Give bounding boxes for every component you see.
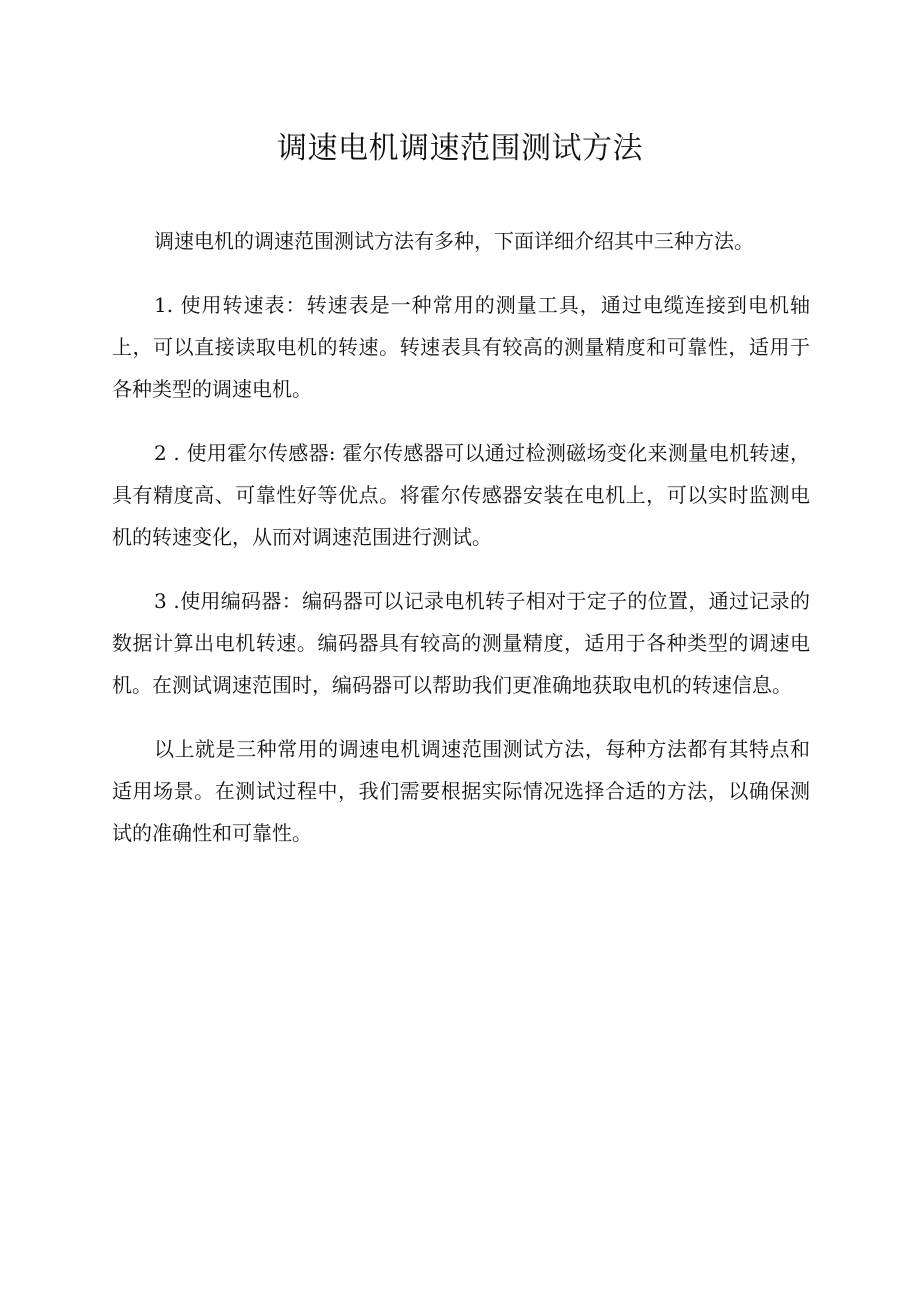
document-body [112, 220, 810, 876]
document-title: 调速电机调速范围测试方法 [277, 131, 643, 166]
method-2-paragraph: 2 . 使用霍尔传感器: 霍尔传感器可以通过检测磁场变化来测量电机转速，具有精度高、可靠性好等优点。将霍尔传感器安装在电机上，可以实时监测电机的转速变化，从而对调速范围进行测试。 [112, 441, 810, 549]
method-3-paragraph: 3 .使用编码器：编码器可以记录电机转子相对于定子的位置，通过记录的数据计算出电机转速。编码器具有较高的测量精度，适用于各种类型的调速电机。在测试调速范围时，编码器可以帮助我们更准确地获取电机的转速信息。 [112, 589, 810, 697]
conclusion-paragraph: 以上就是三种常用的调速电机调速范围测试方法，每种方法都有其特点和适用场景。在测试过程中，我们需要根据实际情况选择合适的方法，以确保测试的准确性和可靠性。 [112, 737, 810, 845]
intro-paragraph: 调速电机的调速范围测试方法有多种，下面详细介绍其中三种方法。 [154, 229, 754, 253]
method-1-paragraph: 1. 使用转速表：转速表是一种常用的测量工具，通过电缆连接到电机轴上，可以直接读取电机的转速。转速表具有较高的测量精度和可靠性，适用于各种类型的调速电机。 [112, 293, 810, 401]
